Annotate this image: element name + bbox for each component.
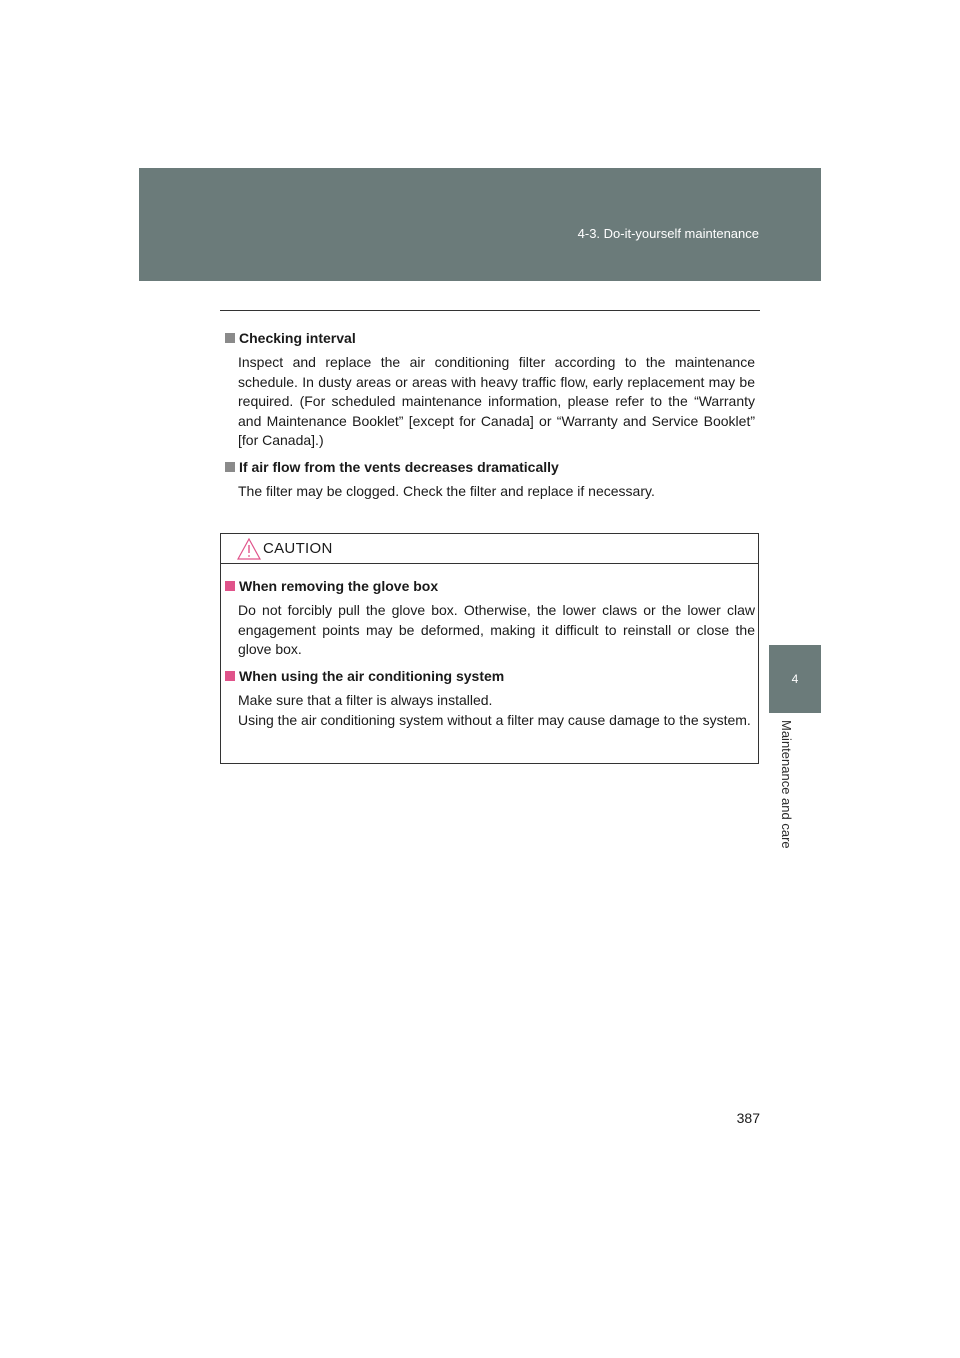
caution-header [221, 534, 758, 564]
square-bullet-icon [225, 462, 235, 472]
caution-item-heading [225, 576, 755, 596]
caution-item-heading-text: When using the air conditioning system [239, 668, 505, 684]
caution-title: CAUTION [263, 540, 333, 557]
caution-item-body [225, 691, 755, 730]
section-body: Inspect and replace the air conditioning filter according to the maintenance schedule. In dusty areas or areas with heavy traffic flow, early replacement may be required. (For scheduled maintenance information, please refer to the “Warranty and Maintenance Booklet” [except for Canada] or “Warranty and Service Booklet” [for Canada].) [238, 354, 755, 449]
section-title: 4-3. Do-it-yourself maintenance [577, 226, 759, 241]
section-air-flow [225, 457, 755, 502]
section-heading-text: Checking interval [239, 330, 356, 346]
warning-triangle-icon [237, 538, 261, 560]
square-bullet-icon [225, 333, 235, 343]
square-bullet-icon [225, 671, 235, 681]
top-divider [220, 310, 760, 311]
caution-item-body-line: Make sure that a filter is always installed. [238, 692, 493, 708]
caution-item-glove-box [225, 576, 755, 660]
caution-item-body-line: Using the air conditioning system without a filter may cause damage to the system. [238, 711, 751, 728]
caution-item-body: Do not forcibly pull the glove box. Otherwise, the lower claws or the lower claw engagement points may be deformed, making it difficult to reinstall or close the glove box. [238, 602, 755, 658]
page-number: 387 [736, 1110, 760, 1126]
section-heading [225, 328, 755, 348]
caution-item-heading-text: When removing the glove box [239, 578, 439, 594]
section-heading [225, 457, 755, 477]
section-checking-interval [225, 328, 755, 451]
chapter-number: 4 [791, 672, 799, 686]
caution-box [220, 533, 759, 764]
caution-item-ac-system [225, 666, 755, 730]
section-heading-text: If air flow from the vents decreases dramatically [239, 459, 559, 475]
chapter-side-label: Maintenance and care [779, 720, 794, 849]
header-band [139, 168, 821, 281]
caution-item-heading [225, 666, 755, 686]
chapter-tab [769, 645, 821, 713]
section-body: The filter may be clogged. Check the filter and replace if necessary. [238, 483, 655, 499]
square-bullet-icon [225, 581, 235, 591]
